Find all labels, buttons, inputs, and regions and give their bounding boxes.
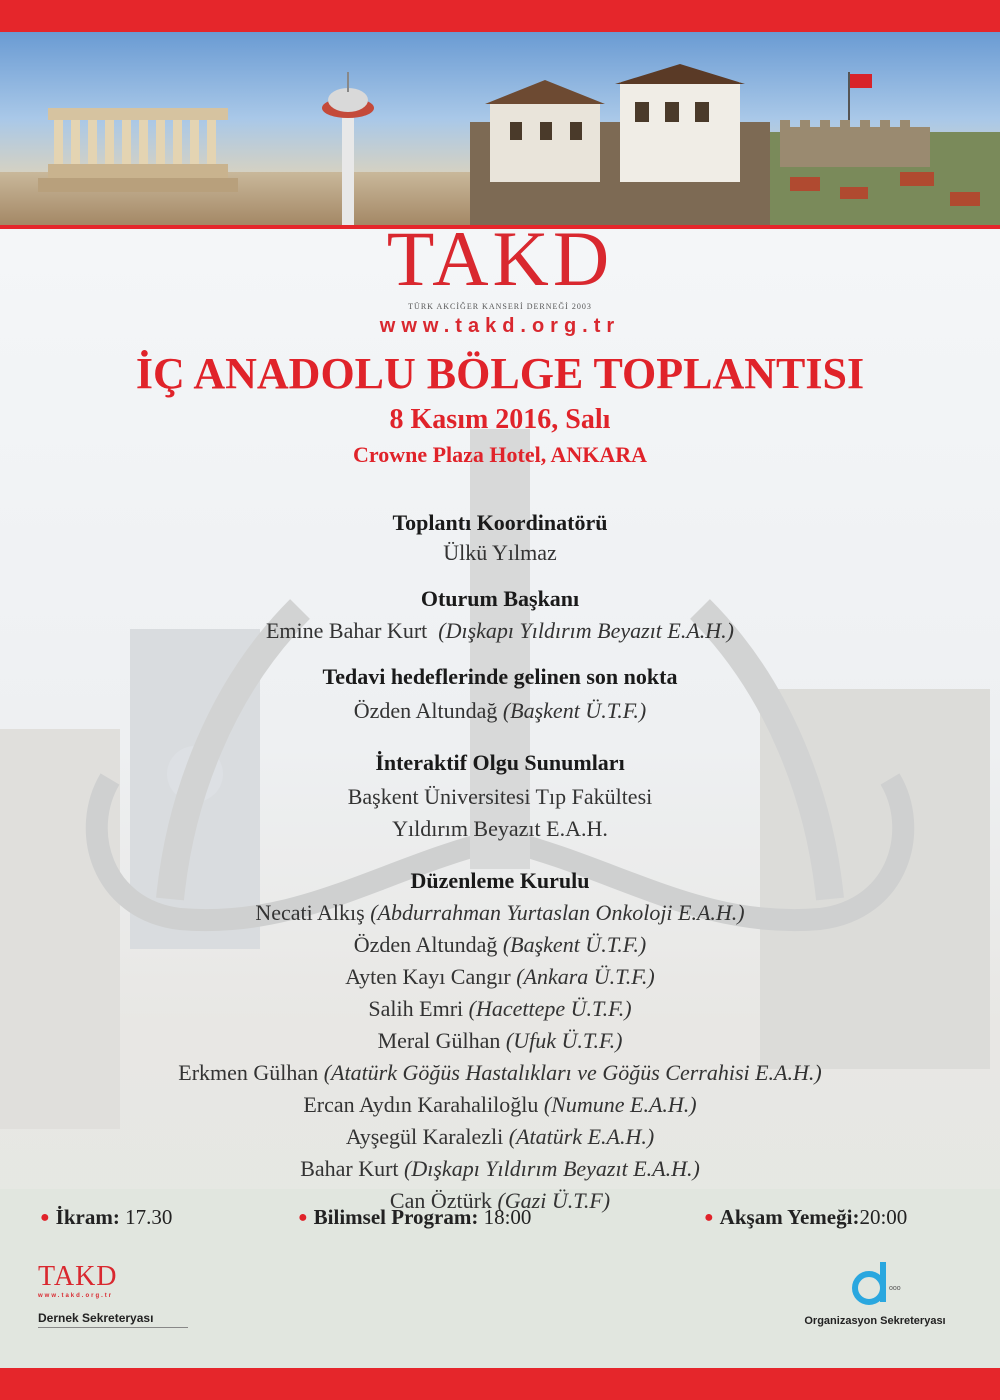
coordinator-heading: Toplantı Koordinatörü	[392, 510, 608, 535]
talk-affiliation: (Başkent Ü.T.F.)	[502, 698, 647, 723]
logo-url[interactable]: www.takd.org.tr	[379, 315, 621, 337]
bullet-icon: ●	[704, 1209, 714, 1226]
logo-wordmark: TAKD	[386, 215, 614, 302]
anitkabir-image	[38, 100, 238, 192]
talk-line	[0, 696, 1000, 726]
footer-logo-url: www.takd.org.tr	[38, 1293, 114, 1299]
svg-text:ooo: ooo	[889, 1285, 901, 1292]
committee-member	[0, 1154, 1000, 1184]
poster-body	[0, 32, 1000, 1368]
committee-member	[0, 1090, 1000, 1120]
committee-member	[0, 898, 1000, 928]
member-name: Necati Alkış	[255, 900, 365, 925]
member-affiliation: (Hacettepe Ü.T.F.)	[468, 996, 632, 1021]
member-affiliation: (Atatürk E.A.H.)	[508, 1124, 655, 1149]
footer-takd-logo	[38, 1263, 188, 1328]
bullet-icon: ●	[298, 1209, 308, 1226]
footer-logo-wordmark: TAKD	[38, 1261, 118, 1292]
header-photo-collage	[0, 32, 1000, 225]
schedule-ikram: ● İkram: 17.30	[40, 1205, 173, 1229]
member-name: Salih Emri	[368, 996, 464, 1021]
committee-member	[0, 1058, 1000, 1088]
chair-line	[0, 616, 1000, 646]
cases-line-1: Başkent Üniversitesi Tıp Fakültesi	[347, 784, 653, 809]
member-affiliation: (Dışkapı Yıldırım Beyazıt E.A.H.)	[404, 1156, 700, 1181]
bullet-icon: ●	[40, 1209, 50, 1226]
member-name: Meral Gülhan	[377, 1028, 501, 1053]
coordinator-name: Ülkü Yılmaz	[443, 540, 557, 565]
talk-heading: Tedavi hedeflerinde gelinen son nokta	[322, 664, 678, 689]
committee-heading: Düzenleme Kurulu	[410, 868, 590, 893]
member-affiliation: (Gazi Ü.T.F)	[497, 1188, 611, 1213]
tower-image	[318, 72, 378, 225]
event-title: İÇ ANADOLU BÖLGE TOPLANTISI	[135, 349, 865, 398]
event-venue: Crowne Plaza Hotel, ANKARA	[352, 442, 648, 467]
member-affiliation: (Abdurrahman Yurtaslan Onkoloji E.A.H.)	[370, 900, 745, 925]
member-affiliation: (Atatürk Göğüs Hastalıkları ve Göğüs Cerrahisi E.A.H.)	[323, 1060, 822, 1085]
footer-right-caption: Organizasyon Sekreteryası	[804, 1315, 946, 1327]
event-date: 8 Kasım 2016, Salı	[389, 404, 611, 435]
old-houses-image	[470, 62, 770, 225]
member-name: Ercan Aydın Karahaliloğlu	[303, 1092, 539, 1117]
member-affiliation: (Numune E.A.H.)	[543, 1092, 697, 1117]
organizer-d-icon	[845, 1260, 905, 1306]
cases-line-2: Yıldırım Beyazıt E.A.H.	[392, 816, 608, 841]
committee-member	[0, 930, 1000, 960]
member-affiliation: (Başkent Ü.T.F.)	[502, 932, 647, 957]
chair-affiliation: (Dışkapı Yıldırım Beyazıt E.A.H.)	[438, 618, 735, 643]
takd-logo	[0, 215, 1000, 338]
chair-heading: Oturum Başkanı	[420, 586, 580, 611]
committee-member	[0, 962, 1000, 992]
member-name: Bahar Kurt	[300, 1156, 399, 1181]
talk-speaker: Özden Altundağ	[353, 698, 498, 723]
member-affiliation: (Ankara Ü.T.F.)	[516, 964, 655, 989]
member-name: Ayşegül Karalezli	[345, 1124, 504, 1149]
castle-image	[770, 72, 1000, 225]
cases-heading: İnteraktif Olgu Sunumları	[375, 750, 625, 775]
footer-organizer-logo	[780, 1260, 970, 1327]
chair-name: Emine Bahar Kurt	[265, 618, 428, 643]
committee-member	[0, 1026, 1000, 1056]
member-name: Ayten Kayı Cangır	[345, 964, 511, 989]
member-name: Özden Altundağ	[353, 932, 498, 957]
committee-member	[0, 994, 1000, 1024]
member-affiliation: (Ufuk Ü.T.F.)	[505, 1028, 623, 1053]
schedule-program: ● Bilimsel Program: 18:00	[298, 1205, 532, 1229]
footer-left-caption: Dernek Sekreteryası	[38, 1311, 188, 1328]
schedule-dinner: ● Akşam Yemeği:20:00	[704, 1205, 908, 1229]
member-name: Can Öztürk	[389, 1188, 492, 1213]
logo-subtitle: TÜRK AKCİĞER KANSERİ DERNEĞİ 2003	[408, 302, 592, 311]
committee-member	[0, 1122, 1000, 1152]
member-name: Erkmen Gülhan	[178, 1060, 319, 1085]
